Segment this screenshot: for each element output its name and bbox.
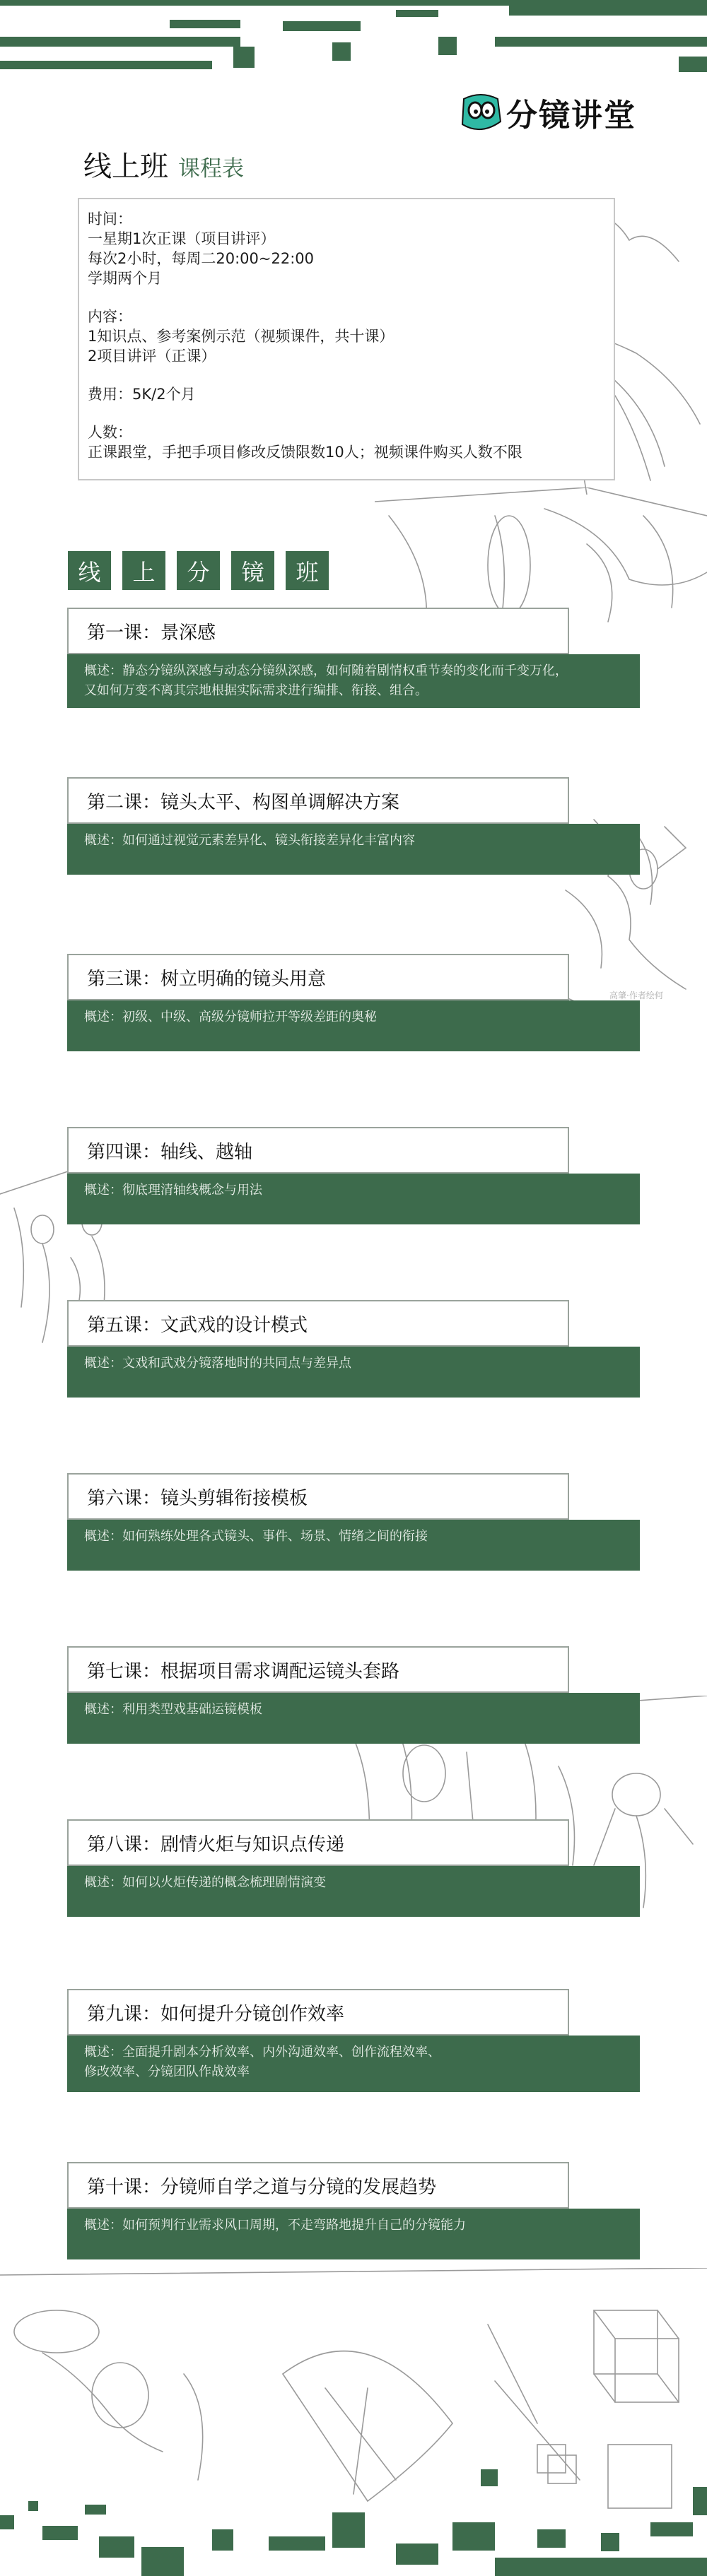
- bottom-deco-block: [99, 2536, 134, 2558]
- lesson-desc: 概述：如何以火炬传递的概念梳理剧情演变: [67, 1866, 640, 1917]
- lesson-card: [67, 1989, 640, 2092]
- section-title-char: 班: [286, 551, 329, 590]
- top-deco-block: [438, 37, 457, 55]
- lesson-title: 第十课：分镜师自学之道与分镜的发展趋势: [67, 2162, 569, 2209]
- bottom-deco-block: [332, 2512, 365, 2548]
- lesson-desc: 概述：如何预判行业需求风口周期，不走弯路地提升自己的分镜能力: [67, 2209, 640, 2259]
- top-deco-block: [0, 61, 212, 69]
- section-title-char: 上: [122, 551, 165, 590]
- lesson-desc: 概述：如何通过视觉元素差异化、镜头衔接差异化丰富内容: [67, 824, 640, 875]
- lesson-card: [67, 2162, 640, 2259]
- section-title-char: 线: [68, 551, 111, 590]
- bottom-deco-block: [42, 2526, 78, 2540]
- section-title-char: 分: [177, 551, 220, 590]
- bottom-deco-block: [212, 2529, 233, 2551]
- top-deco-block: [495, 37, 707, 47]
- lesson-desc: 概述：静态分镜纵深感与动态分镜纵深感，如何随着剧情权重节奏的变化而千变万化， 又如何万变不离其宗地根据实际需求进行编排、衔接、组合。: [67, 654, 640, 708]
- lesson-title: 第二课：镜头太平、构图单调解决方案: [67, 777, 569, 824]
- sketch-illustration: [0, 2268, 707, 2522]
- lesson-card: [67, 1300, 640, 1398]
- lesson-desc: 概述：如何熟练处理各式镜头、事件、场景、情绪之间的衔接: [67, 1520, 640, 1571]
- lesson-title: 第八课：剧情火炬与知识点传递: [67, 1819, 569, 1866]
- lesson-title: 第六课：镜头剪辑衔接模板: [67, 1473, 569, 1520]
- top-deco-block: [332, 42, 351, 61]
- lesson-card: [67, 777, 640, 875]
- info-time: 时间： 一星期1次正课（项目讲评） 每次2小时，每周二20:00~22:00 学期两个月: [88, 211, 314, 287]
- lesson-desc: 概述：文戏和武戏分镜落地时的共同点与差异点: [67, 1347, 640, 1398]
- schedule-heading: [83, 144, 244, 184]
- bottom-deco-block: [537, 2529, 566, 2548]
- lesson-card: [67, 1819, 640, 1917]
- bottom-deco-block: [495, 2558, 707, 2576]
- lesson-title: 第七课：根据项目需求调配运镜头套路: [67, 1646, 569, 1693]
- bottom-deco-block: [28, 2501, 38, 2511]
- lesson-card: [67, 1473, 640, 1571]
- lesson-desc: 概述：初级、中级、高级分镜师拉开等级差距的奥秘: [67, 1000, 640, 1051]
- lesson-title: 第三课：树立明确的镜头用意: [67, 954, 569, 1000]
- section-title: [68, 551, 329, 590]
- info-fee: 费用：5K/2个月: [88, 386, 196, 403]
- sketch-caption: 高肇·作者绘何: [609, 991, 663, 1000]
- bottom-deco-block: [650, 2522, 693, 2536]
- info-people: 人数： 正课跟堂，手把手项目修改反馈限数10人；视频课件购买人数不限: [88, 424, 522, 461]
- lesson-title: 第四课：轴线、越轴: [67, 1127, 569, 1174]
- lesson-card: [67, 954, 640, 1051]
- lesson-card: [67, 608, 640, 708]
- top-deco-block: [679, 57, 707, 72]
- bottom-deco-block: [452, 2522, 495, 2551]
- lesson-desc: 概述：利用类型戏基础运镜模板: [67, 1693, 640, 1744]
- brand-logo: [460, 90, 636, 134]
- top-deco-block: [233, 47, 255, 68]
- bottom-deco-block: [396, 2543, 438, 2565]
- lesson-desc: 概述：彻底理清轴线概念与用法: [67, 1174, 640, 1224]
- top-deco-block: [0, 37, 240, 47]
- lesson-card: [67, 1127, 640, 1224]
- lesson-title: 第一课：景深感: [67, 608, 569, 654]
- bottom-deco-block: [601, 2533, 619, 2551]
- section-title-char: 镜: [231, 551, 274, 590]
- top-deco-block: [283, 21, 361, 31]
- schedule-title: 线上班: [83, 150, 168, 183]
- mascot-logo-icon: [460, 92, 502, 133]
- top-deco-block: [396, 10, 438, 17]
- bottom-deco-block: [0, 2515, 14, 2529]
- top-deco-bar: [0, 0, 707, 6]
- schedule-subtitle: 课程表: [178, 156, 244, 182]
- schedule-info-panel: [78, 198, 615, 480]
- bottom-deco-block: [141, 2547, 184, 2576]
- top-deco-block: [509, 6, 707, 16]
- bottom-deco-block: [269, 2536, 325, 2551]
- bottom-deco-block: [481, 2469, 498, 2486]
- lesson-desc: 概述：全面提升剧本分析效率、内外沟通效率、创作流程效率、 修改效率、分镜团队作战效率: [67, 2036, 640, 2092]
- info-content: 内容： 1知识点、参考案例示范（视频课件，共十课） 2项目讲评（正课）: [88, 308, 395, 365]
- lesson-title: 第九课：如何提升分镜创作效率: [67, 1989, 569, 2036]
- bottom-deco-block: [693, 2487, 707, 2515]
- lesson-title: 第五课：文武戏的设计模式: [67, 1300, 569, 1347]
- brand-name: 分镜讲堂: [506, 98, 636, 134]
- top-deco-block: [170, 20, 240, 28]
- bottom-deco-block: [85, 2505, 106, 2515]
- lesson-card: [67, 1646, 640, 1744]
